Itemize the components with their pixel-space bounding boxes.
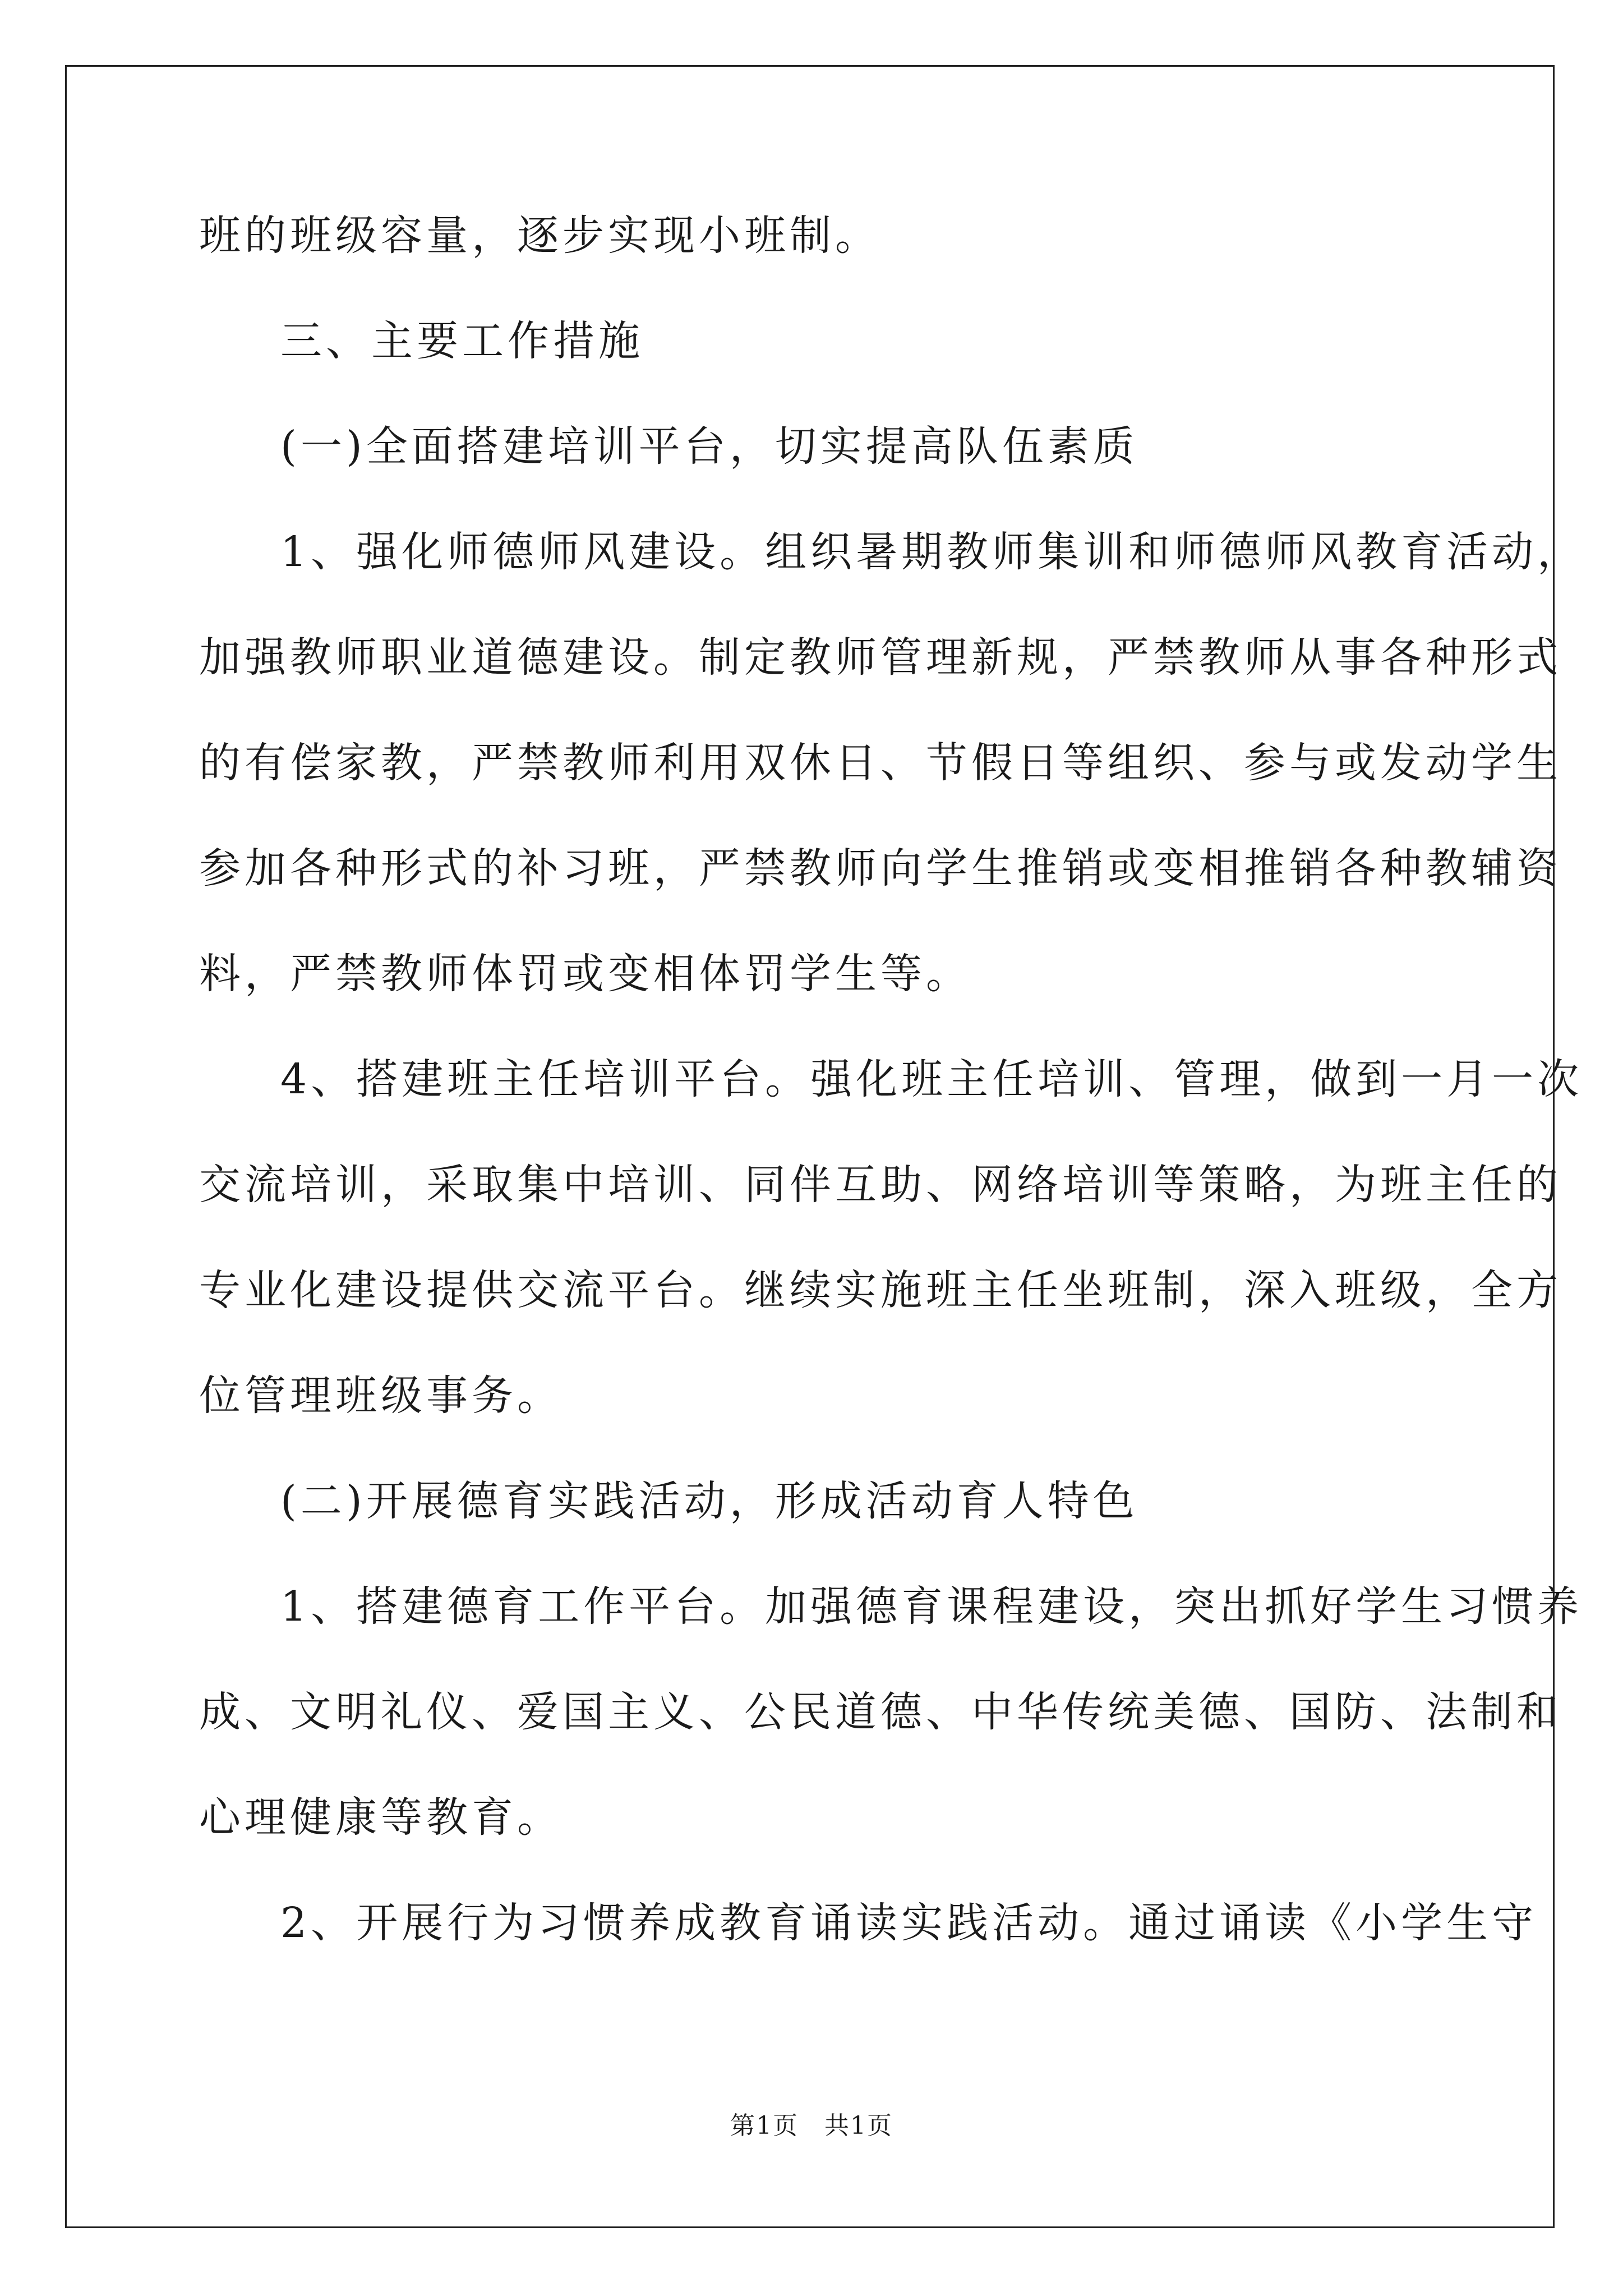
paragraph-line: 1、强化师德师风建设。组织暑期教师集训和师德师风教育活动， <box>280 528 1583 576</box>
paragraph-line: 交流培训，采取集中培训、同伴互助、网络培训等策略，为班主任的 <box>199 1161 1562 1209</box>
paragraph-line: 料，严禁教师体罚或变相体罚学生等。 <box>199 950 971 998</box>
paragraph-line: 专业化建设提供交流平台。继续实施班主任坐班制，深入班级，全方 <box>199 1266 1562 1314</box>
paragraph-line: 的有偿家教，严禁教师利用双休日、节假日等组织、参与或发动学生 <box>199 739 1562 787</box>
paragraph-line: 加强教师职业道德建设。制定教师管理新规，严禁教师从事各种形式 <box>199 633 1562 682</box>
paragraph-line: 2、开展行为习惯养成教育诵读实践活动。通过诵读《小学生守 <box>280 1899 1538 1947</box>
section-heading: 三、主要工作措施 <box>280 317 644 365</box>
paragraph-line: 位管理班级事务。 <box>199 1372 562 1420</box>
paragraph-line: 4、搭建班主任培训平台。强化班主任培训、管理，做到一月一次 <box>280 1055 1583 1103</box>
subsection-heading: (二)开展德育实践活动，形成活动育人特色 <box>280 1477 1138 1525</box>
paragraph-line: 成、文明礼仪、爱国主义、公民道德、中华传统美德、国防、法制和 <box>199 1688 1562 1736</box>
page-footer: 第1页 共1页 <box>730 2111 893 2140</box>
paragraph-line: 1、搭建德育工作平台。加强德育课程建设，突出抓好学生习惯养 <box>280 1582 1583 1631</box>
paragraph-line: 参加各种形式的补习班，严禁教师向学生推销或变相推销各种教辅资 <box>199 844 1562 892</box>
subsection-heading: (一)全面搭建培训平台，切实提高队伍素质 <box>280 422 1138 471</box>
text-line: 班的班级容量，逐步实现小班制。 <box>199 211 880 260</box>
paragraph-line: 心理健康等教育。 <box>199 1793 562 1842</box>
